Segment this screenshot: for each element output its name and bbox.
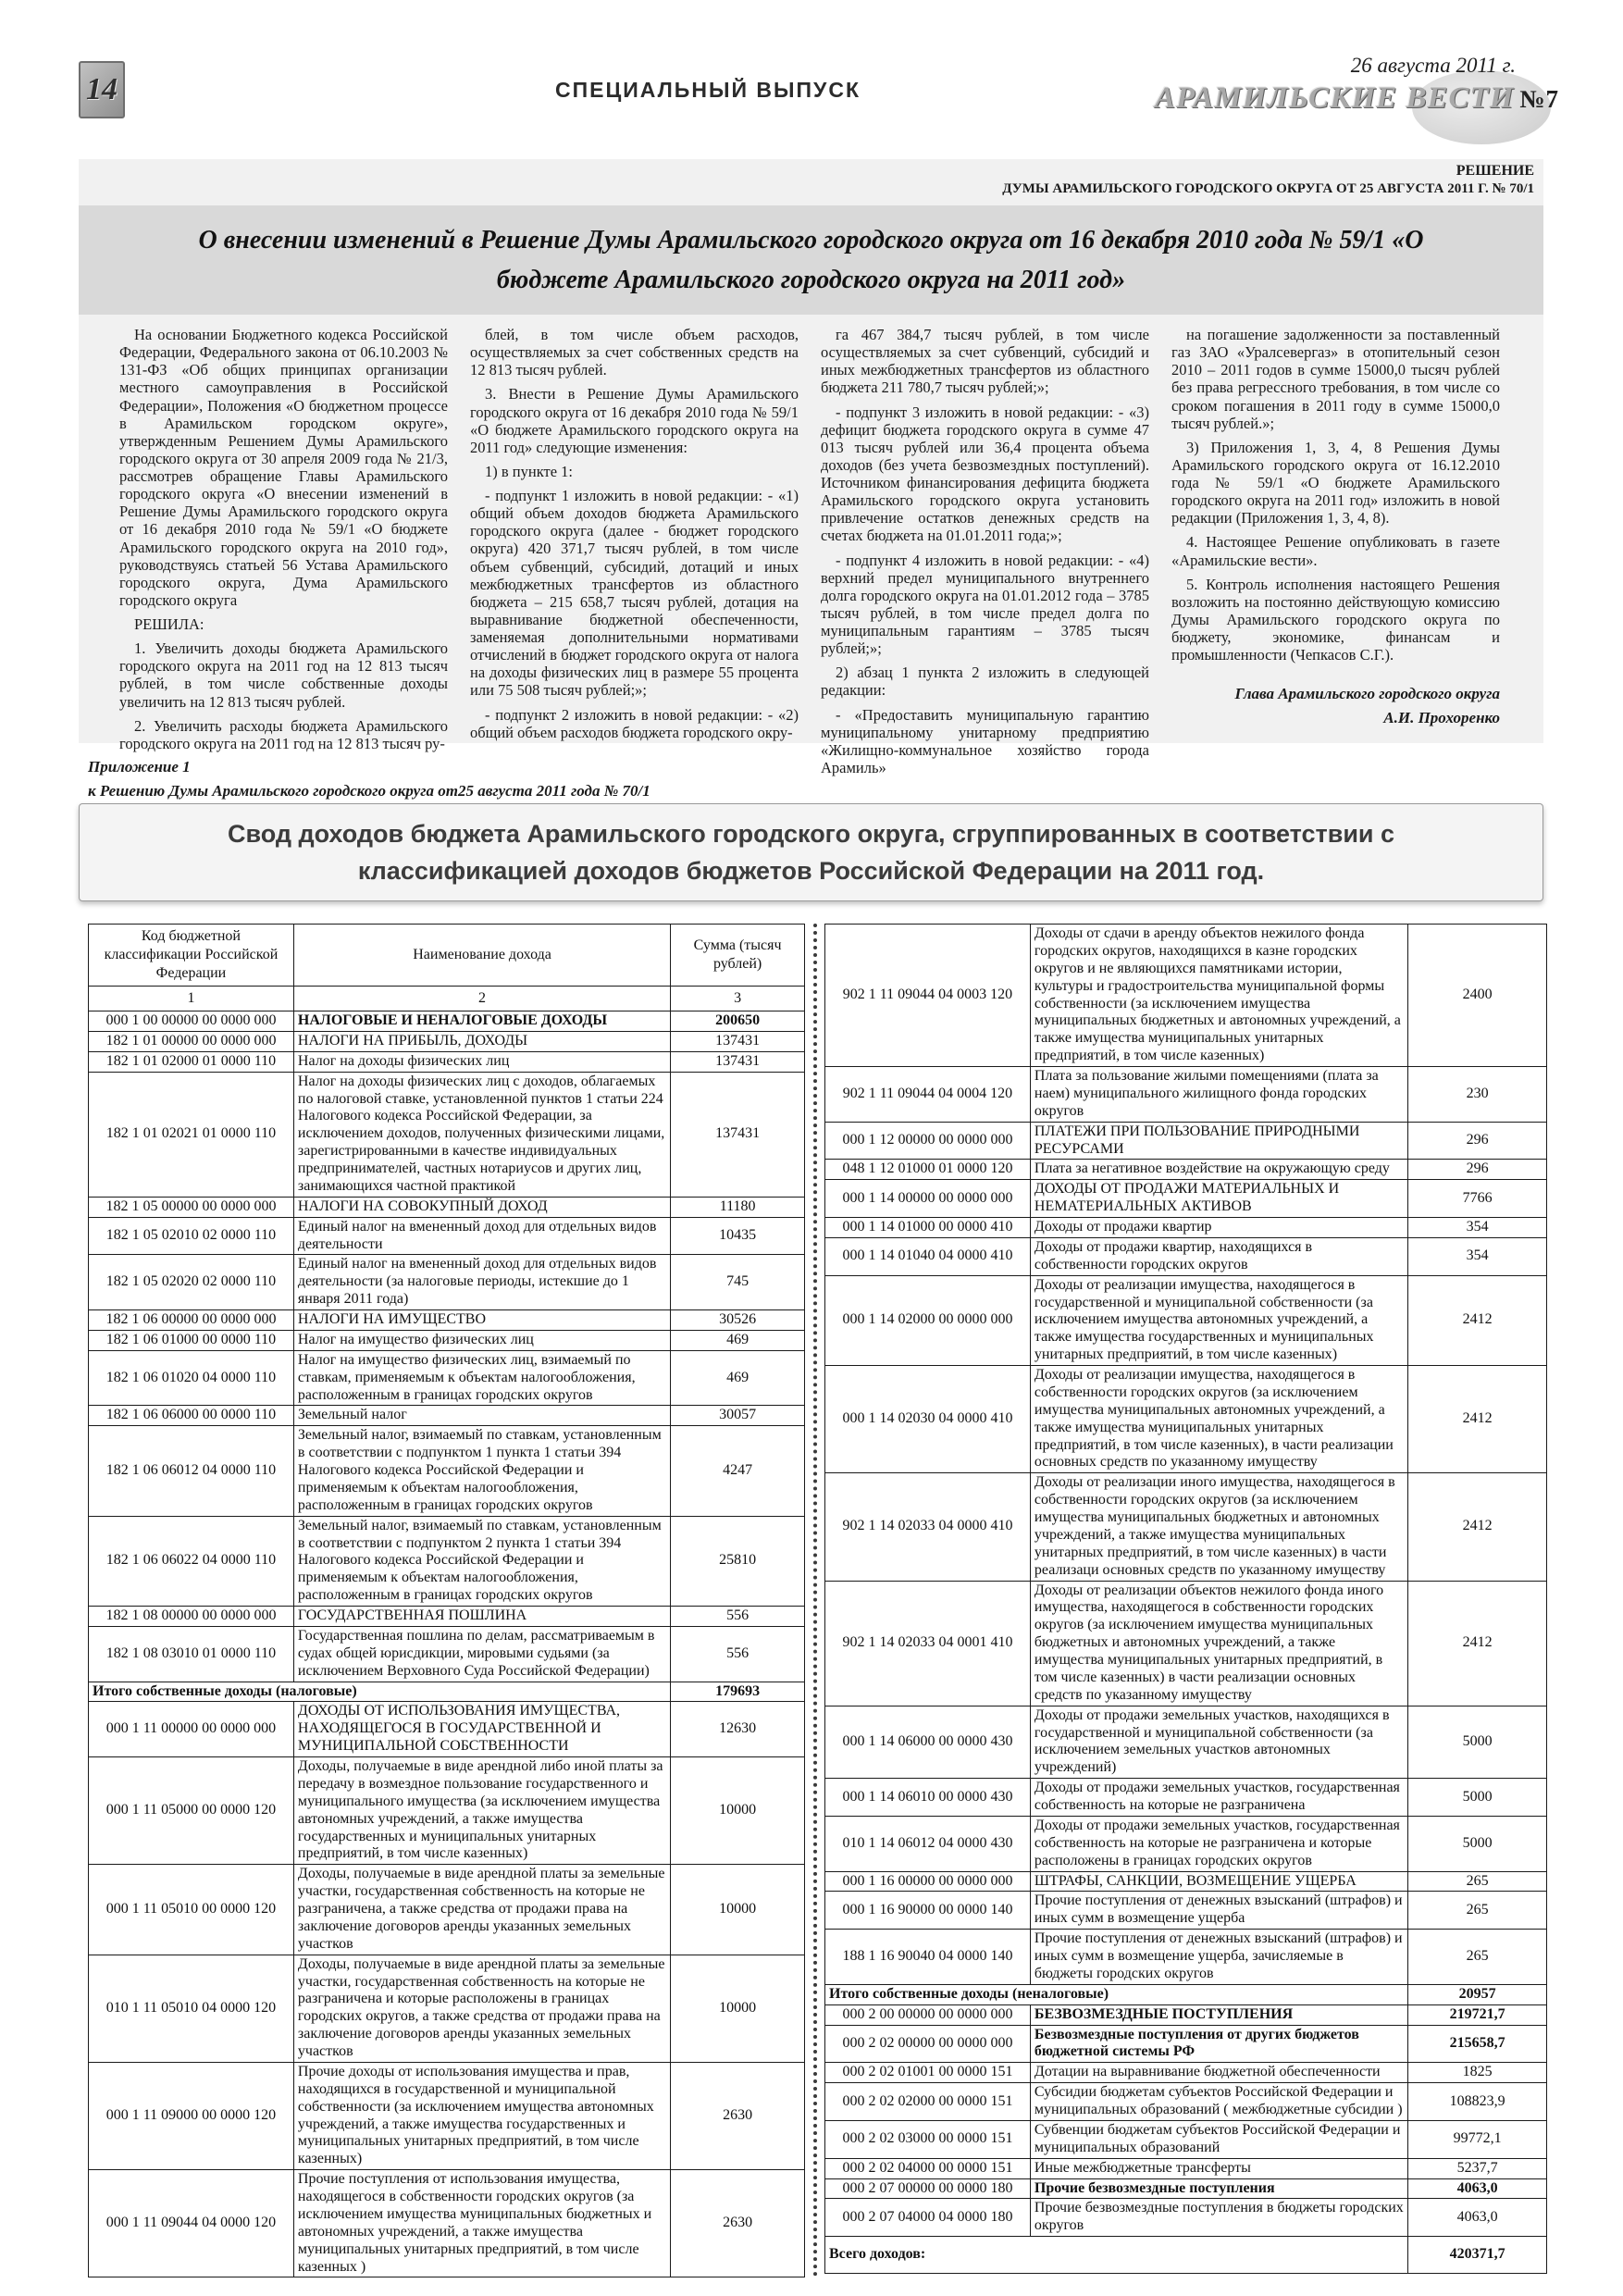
masthead [1155,54,1560,116]
row-name: Земельный налог, взимаемый по ставкам, установленным в соответствии с подпунктом 1 пункта 1 статьи 394 Налогового кодекса Российской Федерации и применяемым к объектам налогообложения, расположенным в границах городских округов [293,1426,670,1516]
budget-table-left [88,924,805,2277]
row-name: ДОХОДЫ ОТ ПРОДАЖИ МАТЕРИАЛЬНЫХ И НЕМАТЕРИАЛЬНЫХ АКТИВОВ [1030,1180,1407,1218]
row-code: 000 1 14 06000 00 0000 430 [825,1706,1031,1779]
row-name: НАЛОГИ НА ПРИБЫЛЬ, ДОХОДЫ [293,1031,670,1051]
table-row [825,2178,1547,2199]
row-name: Дотации на выравнивание бюджетной обеспеченности [1030,2063,1407,2083]
row-name: ПЛАТЕЖИ ПРИ ПОЛЬЗОВАНИЕ ПРИРОДНЫМИ РЕСУРСАМИ [1030,1122,1407,1160]
row-code: 048 1 12 01000 01 0000 120 [825,1160,1031,1180]
row-name: Земельный налог, взимаемый по ставкам, установленным в соответствии с подпунктом 2 пункта 1 статьи 394 Налогового кодекса Российской Федерации и применяемым к объектам налогообложения, расположенным в границах городских округов [293,1516,670,1606]
table-separator [813,924,817,2277]
row-sum: 20957 [1408,1984,1547,2004]
row-sum: 200650 [671,1011,805,1032]
article-paragraph: 4. Настоящее Решение опубликовать в газете «Арамильские вести». [1171,533,1500,569]
page-number: 14 [79,61,125,118]
row-sum: 30526 [671,1310,805,1331]
row-name: Доходы, получаемые в виде арендной либо иной платы за передачу в возмездное пользование государственного и муниципального имущества (за исключением имущества автономных учреждений, а также имущества государственных и муниципальных унитарных предприятий, в том числе казенных) [293,1757,670,1865]
article-paragraph: РЕШИЛА: [134,615,204,633]
row-name: Прочие доходы от использования имущества и прав, находящихся в государственной и муниципальной собственности (за исключением имущества автономных учреждений, а также имущества государственных и муниципальных унитарных предприятий, в том числе казенных) [293,2062,670,2169]
row-name: Плата за пользование жилыми помещениями (плата за наем) муниципального жилищного фонда городских округов [1030,1067,1407,1123]
table-header-row [89,925,805,987]
row-code: 000 1 14 02030 04 0000 410 [825,1366,1031,1473]
table-row [89,1217,805,1255]
table-row [825,1122,1547,1160]
table-row [89,1702,805,1757]
row-name: Безвозмездные поступления от других бюджетов бюджетной системы РФ [1030,2025,1407,2063]
special-issue-heading: СПЕЦИАЛЬНЫЙ ВЫПУСК [554,78,861,102]
row-code: 902 1 14 02033 04 0000 410 [825,1473,1031,1581]
table-row [825,2199,1547,2237]
row-sum: 10000 [671,1955,805,2062]
row-sum: 2412 [1408,1581,1547,1706]
row-code: 000 2 02 02000 00 0000 151 [825,2083,1031,2121]
table-row [89,1406,805,1426]
row-name: Доходы от реализации объектов нежилого фонда иного имущества, находящегося в собственности городских округов (за исключением имущества муниципальных бюджетных и автономных учреждений, а также имущества муниципальных унитарных предприятий, в том числе казенных) в части реализации основных средств по указанному имуществу [1030,1581,1407,1706]
row-code: 000 2 02 03000 00 0000 151 [825,2120,1031,2158]
table-row [89,1682,805,1702]
row-code: 182 1 06 01020 04 0000 110 [89,1350,294,1406]
row-code: 000 1 14 01040 04 0000 410 [825,1237,1031,1275]
row-sum: 2412 [1408,1473,1547,1581]
row-sum: 265 [1408,1871,1547,1892]
table-row [825,1930,1547,1985]
row-name: Доходы от продажи квартир [1030,1218,1407,1238]
row-name: Земельный налог [293,1406,670,1426]
row-name: Доходы от продажи квартир, находящихся в собственности городских округов [1030,1237,1407,1275]
newspaper-title: АРАМИЛЬСКИЕ ВЕСТИ [1155,81,1515,115]
row-sum: 469 [671,1330,805,1350]
row-sum: 108823,9 [1408,2083,1547,2121]
table-row [825,2158,1547,2178]
table-row [825,1779,1547,1817]
table-row [89,1757,805,1865]
row-code: 902 1 11 09044 04 0004 120 [825,1067,1031,1123]
article-column-1 [119,326,448,752]
row-code: 902 1 14 02033 04 0001 410 [825,1581,1031,1706]
article-paragraph: 2) абзац 1 пункта 2 изложить в следующей редакции: [821,664,1149,700]
row-total-label: Итого собственные доходы (налоговые) [89,1682,671,1702]
row-sum: 137431 [671,1072,805,1197]
row-sum: 11180 [671,1197,805,1217]
table-row [825,2237,1547,2274]
table-row [89,1626,805,1682]
row-sum: 2412 [1408,1275,1547,1365]
table-row [825,2063,1547,2083]
row-sum: 2630 [671,2170,805,2277]
row-code: 000 1 11 05010 00 0000 120 [89,1865,294,1955]
row-code: 000 2 07 00000 00 0000 180 [825,2178,1031,2199]
row-name: ГОСУДАРСТВЕННАЯ ПОШЛИНА [293,1607,670,1627]
row-name: Налог на имущество физических лиц [293,1330,670,1350]
header-name: Наименование дохода [293,925,670,987]
table-title: Свод доходов бюджета Арамильского городского округа, сгруппированных в соответствии с классификацией доходов бюджетов Российской Федерации на 2011 год. [227,819,1395,885]
table-row [825,1275,1547,1365]
decision-title-box [79,205,1543,315]
row-sum: 5000 [1408,1816,1547,1871]
row-code: 182 1 01 02021 01 0000 110 [89,1072,294,1197]
table-row [825,1581,1547,1706]
table-row [89,1072,805,1197]
row-sum: 10000 [671,1757,805,1865]
row-code: 188 1 16 90040 04 0000 140 [825,1930,1031,1985]
table-row [89,1011,805,1032]
row-name: Доходы от реализации иного имущества, находящегося в собственности городских округов (за исключением имущества муниципальных бюджетных и автономных учреждений, а также имущества муниципальных унитарных предприятий, в том числе казенных) в части реализаци основных средств по указанному имуществу [1030,1473,1407,1581]
article-column-2 [470,326,799,743]
table-row [89,1310,805,1331]
table-row [89,1255,805,1310]
table-row [89,1350,805,1406]
row-sum: 745 [671,1255,805,1310]
decision-title: О внесении изменений в Решение Думы Арамильского городского округа от 16 декабря 2010 года № 59/1 «О бюджете Арамильского городского округа на 2011 год» [198,225,1424,294]
row-code: 182 1 08 00000 00 0000 000 [89,1607,294,1627]
article-paragraph: - «Предоставить муниципальную гарантию муниципальному унитарному предприятию «Жилищно-коммунальное хозяйство города Арамиль» [821,705,1149,776]
table-row [89,1051,805,1072]
row-sum: 4063,0 [1408,2199,1547,2237]
table-row [89,1031,805,1051]
row-total-label: Всего доходов: [825,2237,1408,2274]
row-code: 000 1 11 05000 00 0000 120 [89,1757,294,1865]
row-sum: 215658,7 [1408,2025,1547,2063]
row-name: Прочие безвозмездные поступления в бюджеты городских округов [1030,2199,1407,2237]
article-paragraph: - подпункт 4 изложить в новой редакции: - «4) верхний предел муниципального внутреннего долга городского округа на 01.01.2012 года – 3785 тысяч рублей, в том числе предел долга по муниципальным гарантиям – 3785 тысяч рублей;»; [821,551,1149,658]
table-row [89,1330,805,1350]
row-name: Прочие поступления от использования имущества, находящегося в собственности городских округов (за исключением имущества муниципальных бюджетных и автономных учреждений, а также имущества муниципальных унитарных предприятий, в том числе казенных ) [293,2170,670,2277]
table-row [825,1237,1547,1275]
table-row [825,1218,1547,1238]
row-sum: 5237,7 [1408,2158,1547,2178]
row-name: Плата за негативное воздействие на окружающую среду [1030,1160,1407,1180]
row-name: Единый налог на вмененный доход для отдельных видов деятельности [293,1217,670,1255]
article-paragraph: 5. Контроль исполнения настоящего Решения возложить на постоянно действующую комиссию Думы Арамильского городского округа по бюджету, экономике, финансам и промышленности (Чепкасов С.Г.). [1171,575,1500,664]
row-code: 000 2 07 04000 04 0000 180 [825,2199,1031,2237]
row-name: Доходы от продажи земельных участков, государственная собственность на которые не разграничена и которые расположены в границах городских округов [1030,1816,1407,1871]
row-code: 000 1 11 00000 00 0000 000 [89,1702,294,1757]
row-sum: 265 [1408,1930,1547,1985]
row-code: 182 1 06 06000 00 0000 110 [89,1406,294,1426]
article-paragraph: блей, в том числе объем расходов, осуществляемых за счет собственных средств на 12 813 тысяч рублей. [470,326,799,379]
row-sum: 5000 [1408,1706,1547,1779]
decision-label: РЕШЕНИЕ [1456,163,1534,179]
table-row [89,1516,805,1606]
budget-table-right [824,924,1547,2274]
table-row [825,2083,1547,2121]
row-code: 182 1 08 03010 01 0000 110 [89,1626,294,1682]
table-row [825,1706,1547,1779]
budget-tables [88,924,1547,2277]
row-sum: 219721,7 [1408,2004,1547,2025]
row-sum: 2400 [1408,925,1547,1067]
table-row [89,1426,805,1516]
row-name: Налог на доходы физических лиц [293,1051,670,1072]
row-name: НАЛОГИ НА СОВОКУПНЫЙ ДОХОД [293,1197,670,1217]
table-row [825,2025,1547,2063]
row-code: 182 1 01 00000 00 0000 000 [89,1031,294,1051]
page-header [79,54,1560,154]
row-name: Налог на имущество физических лиц, взимаемый по ставкам, применяемым к объектам налогообложения, расположенным в границах городских округов [293,1350,670,1406]
article-column-4 [1171,326,1500,743]
signature-block [1171,682,1500,729]
row-sum: 265 [1408,1892,1547,1930]
table-row [89,1955,805,2062]
row-name: Субвенции бюджетам субъектов Российской Федерации и муниципальных образований [1030,2120,1407,2158]
article-paragraph: 2. Увеличить расходы бюджета Арамильского городского округа на 2011 год на 12 813 тысяч ру- [119,716,448,752]
article-paragraph: на погашение задолженности за поставленный газ ЗАО «Уралсевергаз» в отопительный сезон 2010 – 2011 годов в сумме 15000,0 тысяч рублей без права регрессного требования, в том числе со сроком погашения в 2011 году в сумме 15000,0 тысяч рублей.»; [1171,326,1500,432]
table-row [89,2170,805,2277]
row-sum: 10435 [671,1217,805,1255]
row-code: 000 1 12 00000 00 0000 000 [825,1122,1031,1160]
row-sum: 4247 [671,1426,805,1516]
article-paragraph: 3. Внести в Решение Думы Арамильского городского округа от 16 декабря 2010 года № 59/1 «О бюджете Арамильского городского округа на 2011 год» следующие изменения: [470,385,799,456]
table-row [825,1067,1547,1123]
table-row [825,1366,1547,1473]
row-name: Доходы от сдачи в аренду объектов нежилого фонда городских округов, находящихся в казне городских округов и не являющихся памятниками истории, культуры и градостроительства муниципальной формы собственности (за исключением имущества муниципальных бюджетных и автономных учреждений, а также имущества муниципальных унитарных предприятий, в том числе казенных) [1030,925,1407,1067]
row-name: ШТРАФЫ, САНКЦИИ, ВОЗМЕЩЕНИЕ УЩЕРБА [1030,1871,1407,1892]
row-name: БЕЗВОЗМЕЗДНЫЕ ПОСТУПЛЕНИЯ [1030,2004,1407,2025]
row-sum: 7766 [1408,1180,1547,1218]
row-name: Прочие поступления от денежных взысканий (штрафов) и иных сумм в возмещение ущерба, зачисляемые в бюджеты городских округов [1030,1930,1407,1985]
article-paragraph: - подпункт 1 изложить в новой редакции: - «1) общий объем доходов бюджета Арамильского городского округа (далее - бюджет городского округа) 420 371,7 тысяч рублей, в том числе объем субвенций, субсидий, дотаций и иных межбюджетных трансфертов из областного бюджета – 215 658,7 тысяч рублей, дотация на выравнивание бюджетной обеспеченности, заменяемая дополнительными нормативами отчислений в бюджет городского округа от налога на доходы физических лиц в размере 55 процента или 75 508 тысяч рублей;»; [470,487,799,700]
row-code: 000 1 16 00000 00 0000 000 [825,1871,1031,1892]
row-code: 000 1 14 01000 00 0000 410 [825,1218,1031,1238]
row-name: ДОХОДЫ ОТ ИСПОЛЬЗОВАНИЯ ИМУЩЕСТВА, НАХОДЯЩЕГОСЯ В ГОСУДАРСТВЕННОЙ И МУНИЦИПАЛЬНОЙ СОБСТВЕННОСТИ [293,1702,670,1757]
row-sum: 179693 [671,1682,805,1702]
row-code: 182 1 06 06012 04 0000 110 [89,1426,294,1516]
row-name: Прочие поступления от денежных взысканий (штрафов) и иных сумм в возмещение ущерба [1030,1892,1407,1930]
row-name: НАЛОГОВЫЕ И НЕНАЛОГОВЫЕ ДОХОДЫ [293,1011,670,1032]
decision-band [79,159,1543,205]
row-code: 000 2 02 01001 00 0000 151 [825,2063,1031,2083]
table-row [89,1197,805,1217]
row-sum: 296 [1408,1160,1547,1180]
header-sum: Сумма (тысяч рублей) [671,925,805,987]
row-sum: 354 [1408,1237,1547,1275]
table-row [825,1160,1547,1180]
row-code: 182 1 06 01000 00 0000 110 [89,1330,294,1350]
row-sum: 12630 [671,1702,805,1757]
table-row [825,1816,1547,1871]
row-code: 182 1 06 00000 00 0000 000 [89,1310,294,1331]
row-code: 010 1 14 06012 04 0000 430 [825,1816,1031,1871]
issue-date: 26 августа 2011 г. [1350,54,1516,77]
row-sum: 30057 [671,1406,805,1426]
column-number-row [89,987,805,1011]
row-name: Доходы от реализации имущества, находящегося в государственной и муниципальной собственности (за исключением имущества автономных учреждений, а также имущества государственных и муниципальных унитарных предприятий, в том числе казенных) [1030,1275,1407,1365]
article-paragraph: га 467 384,7 тысяч рублей, в том числе осуществляемых за счет субвенций, субсидий и иных межбюджетных трансфертов из областного бюджета 211 780,7 тысяч рублей;»; [821,326,1149,397]
row-sum: 99772,1 [1408,2120,1547,2158]
row-name: НАЛОГИ НА ИМУЩЕСТВО [293,1310,670,1331]
row-sum: 469 [671,1350,805,1406]
article-paragraph: - подпункт 2 изложить в новой редакции: - «2) общий объем расходов бюджета городского окру- [470,705,799,741]
table-title-box [79,803,1543,901]
row-code: 000 1 11 09044 04 0000 120 [89,2170,294,2277]
row-name: Иные межбюджетные трансферты [1030,2158,1407,2178]
article-paragraph: - подпункт 3 изложить в новой редакции: - «3) дефицит бюджета городского округа в сумме 47 013 тысяч рублей или 36,4 процента объема доходов (без учета безвозмездных поступлений). Источником финансирования дефицита бюджета Арамильского городского округа установить привлечение остатков денежных средств на счетах бюджета на 01.01.2011 года;»; [821,403,1149,545]
appendix-caption [88,755,650,804]
col-number-1: 1 [89,987,294,1011]
row-name: Прочие безвозмездные поступления [1030,2178,1407,2199]
row-code: 000 1 11 09000 00 0000 120 [89,2062,294,2169]
row-sum: 137431 [671,1051,805,1072]
row-sum: 5000 [1408,1779,1547,1817]
article-paragraph: 1. Увеличить доходы бюджета Арамильского городского округа на 2011 год на 12 813 тысяч рублей, в том числе собственные доходы увеличить на 12 813 тысяч рублей. [119,639,448,711]
row-name: Доходы, получаемые в виде арендной платы за земельные участки, государственная собственность на которые не разграничена и которые расположены в границах городских округов, а также средства от продажи права на заключение договоров аренды указанных земельных участков [293,1955,670,2062]
appendix-line-1: Приложение 1 [88,758,191,776]
table-row [89,2062,805,2169]
row-sum: 354 [1408,1218,1547,1238]
table-row [89,1607,805,1627]
row-code: 000 2 02 04000 00 0000 151 [825,2158,1031,2178]
row-code: 000 1 14 06010 00 0000 430 [825,1779,1031,1817]
row-sum: 25810 [671,1516,805,1606]
row-code: 000 1 14 02000 00 0000 000 [825,1275,1031,1365]
row-code: 000 2 00 00000 00 0000 000 [825,2004,1031,2025]
row-code: 000 1 14 00000 00 0000 000 [825,1180,1031,1218]
row-code: 182 1 06 06022 04 0000 110 [89,1516,294,1606]
col-number-2: 2 [293,987,670,1011]
row-code: 182 1 01 02000 01 0000 110 [89,1051,294,1072]
row-name: Субсидии бюджетам субъектов Российской Федерации и муниципальных образований ( межбюджетные субсидии ) [1030,2083,1407,2121]
table-row [825,1871,1547,1892]
table-row [825,1892,1547,1930]
row-name: Государственная пошлина по делам, рассматриваемым в судах общей юрисдикции, мировыми судьями (за исключением Верховного Суда Российской Федерации) [293,1626,670,1682]
signature-name: А.И. Прохоренко [1383,708,1500,726]
row-sum: 2412 [1408,1366,1547,1473]
row-name: Доходы от продажи земельных участков, находящихся в государственной и муниципальной собственности (за исключением земельных участков автономных учреждений) [1030,1706,1407,1779]
table-row [825,1984,1547,2004]
article-paragraph: 1) в пункте 1: [485,462,573,480]
row-total-label: Итого собственные доходы (неналоговые) [825,1984,1408,2004]
row-code: 182 1 05 02020 02 0000 110 [89,1255,294,1310]
row-sum: 230 [1408,1067,1547,1123]
table-row [825,1473,1547,1581]
row-sum: 556 [671,1607,805,1627]
row-name: Доходы от продажи земельных участков, государственная собственность на которые не разграничена [1030,1779,1407,1817]
col-number-3: 3 [671,987,805,1011]
article-paragraph: На основании Бюджетного кодекса Российской Федерации, Федерального закона от 06.10.2003 № 131-ФЗ «Об общих принципах организации местного самоуправления в Российской Федерации», Положения «О бюджетном процессе в Арамильском городском округе», утвержденным Решением Думы Арамильского городского округа от 30 апреля 2009 года № 21/3, рассмотрев обращение Главы Арамильского городского округа «О внесении изменений в Решение Думы Арамильского городского округа от 16 декабря 2010 года № 59/1 «О бюджете Арамильского городского округа на 2010 год», руководствуясь статьей 56 Устава Арамильского городского округа, Дума Арамильского городского округа [119,326,448,609]
table-row [89,1865,805,1955]
row-sum: 556 [671,1626,805,1682]
row-sum: 10000 [671,1865,805,1955]
row-sum: 4063,0 [1408,2178,1547,2199]
issue-number: №7 [1519,85,1560,113]
table-row [825,2120,1547,2158]
row-name: Доходы, получаемые в виде арендной платы за земельные участки, государственная собственность на которые не разграничена, а также средства от продажи права на заключение договоров аренды указанных земельных участков [293,1865,670,1955]
table-row [825,925,1547,1067]
row-sum: 1825 [1408,2063,1547,2083]
table-row [825,2004,1547,2025]
appendix-line-2: к Решению Думы Арамильского городского округа от25 августа 2011 года № 70/1 [88,782,650,800]
row-code: 902 1 11 09044 04 0003 120 [825,925,1031,1067]
decision-subtitle: ДУМЫ АРАМИЛЬСКОГО ГОРОДСКОГО ОКРУГА ОТ 25 АВГУСТА 2011 Г. № 70/1 [1002,181,1534,196]
row-code: 000 1 16 90000 00 0000 140 [825,1892,1031,1930]
article-paragraph: 3) Приложения 1, 3, 4, 8 Решения Думы Арамильского городского округа от 16.12.2010 года № 59/1 «О бюджете Арамильского городского округа на 2011 год» изложить в новой редакции (Приложения 1, 3, 4, 8). [1171,438,1500,527]
row-sum: 296 [1408,1122,1547,1160]
row-code: 000 2 02 00000 00 0000 000 [825,2025,1031,2063]
row-code: 010 1 11 05010 04 0000 120 [89,1955,294,2062]
signature-title: Глава Арамильского городского округа [1234,685,1500,703]
header-code: Код бюджетной классификации Российской Федерации [89,925,294,987]
row-sum: 420371,7 [1408,2237,1547,2274]
row-code: 182 1 05 02010 02 0000 110 [89,1217,294,1255]
row-code: 182 1 05 00000 00 0000 000 [89,1197,294,1217]
row-code: 000 1 00 00000 00 0000 000 [89,1011,294,1032]
row-name: Налог на доходы физических лиц с доходов, облагаемых по налоговой ставке, установленной пунктов 1 статьи 224 Налогового кодекса Российской Федерации, за исключением доходов, полученных физическими лицами, зарегистрированными в качестве индивидуальных предпринимателей, частных нотариусов и других лиц, занимающихся частной практикой [293,1072,670,1197]
row-name: Единый налог на вмененный доход для отдельных видов деятельности (за налоговые периоды, истекшие до 1 января 2011 года) [293,1255,670,1310]
article-column-3 [821,326,1149,776]
row-sum: 137431 [671,1031,805,1051]
row-name: Доходы от реализации имущества, находящегося в собственности городских округов (за исключением имущества муниципальных автономных учреждений, а также имущества муниципальных унитарных предприятий, в том числе казенных), в части реализации основных средств по указанному имуществу [1030,1366,1407,1473]
row-sum: 2630 [671,2062,805,2169]
table-row [825,1180,1547,1218]
